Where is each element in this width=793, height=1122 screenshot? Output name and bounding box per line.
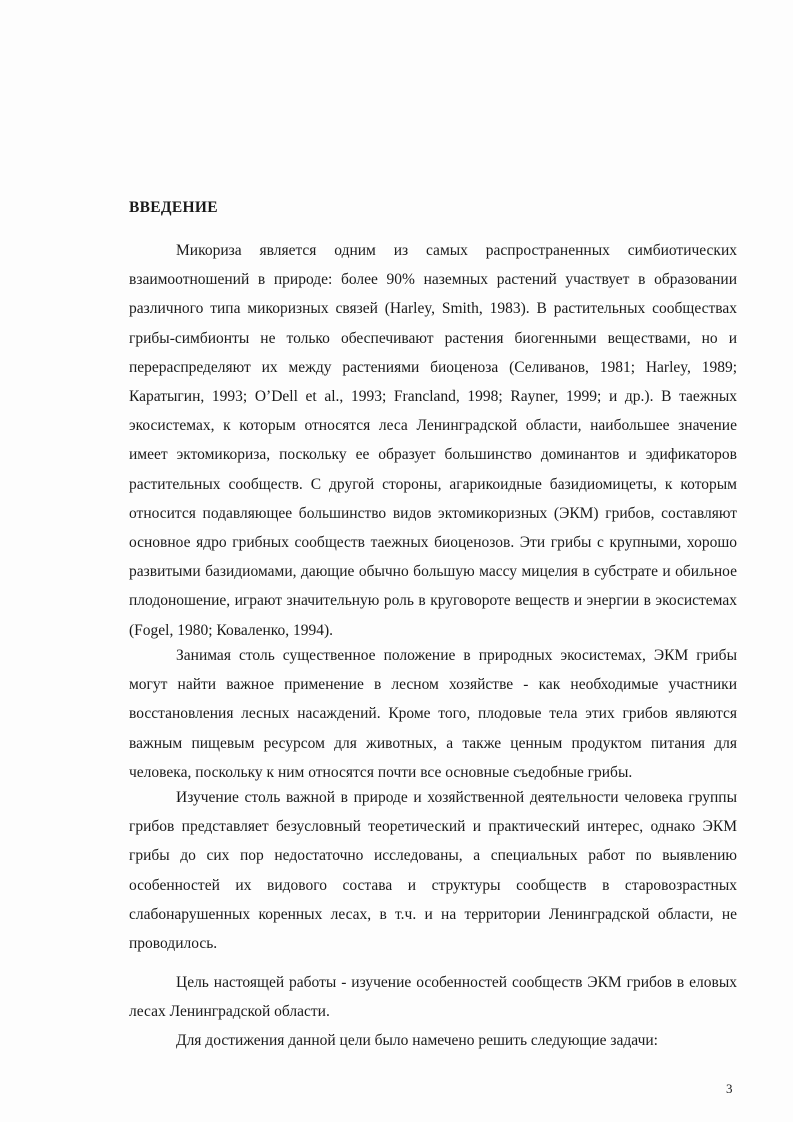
paragraph-goal: Цель настоящей работы - изучение особенностей сообществ ЭКМ грибов в еловых лесах Ленинградской области. (129, 974, 737, 1021)
paragraph-mycorrhiza-intro: Микориза является одним из самых распространенных симбиотических взаимоотношений в природе: более 90% наземных растений участвует в образовании различного типа микоризных связей (Harley, Smith, 1983). В растительных сообществах грибы-симбионты не только обеспечивают растения биогенными веществами, но и перераспределяют их между растениями биоценоза (Селиванов, 1981; Harley, 1989; Каратыгин, 1993; O’Dell et al., 1993; Francland, 1998; Rayner, 1999; и др.). В таежных экосистемах, к которым относятся леса Ленинградской области, наибольшее значение имеет эктомикориза, поскольку ее образует большинство доминантов и эдификаторов растительных сообществ. С другой стороны, агарикоидные базидиомицеты, к которым относится подавляющее большинство видов эктомикоризных (ЭКМ) грибов, составляют основное ядро грибных сообществ таежных биоценозов. Эти грибы с крупными, хорошо развитыми базидиомами, дающие обычно большую массу мицелия в субстрате и обильное плодоношение, играют значительную роль в круговороте веществ и энергии в экосистемах (Fogel, 1980; Коваленко, 1994). (129, 242, 737, 639)
section-heading: ВВЕДЕНИЕ (129, 199, 218, 216)
page-number: 3 (726, 1081, 733, 1096)
paragraph-research-gap: Изучение столь важной в природе и хозяйственной деятельности человека группы грибов представляет безусловный теоретический и практический интерес, однако ЭКМ грибы до сих пор недостаточно исследованы, а специальных работ по выявлению особенностей их видового состава и структуры сообществ в старовозрастных слабонарушенных коренных лесах, в т.ч. и на территории Ленинградской области, не проводилось. (129, 789, 737, 953)
paragraph-tasks-intro: Для достижения данной цели было намечено решить следующие задачи: (176, 1032, 658, 1049)
paragraph-ecm-importance: Занимая столь существенное положение в природных экосистемах, ЭКМ грибы могут найти важное применение в лесном хозяйстве - как необходимые участники восстановления лесных насаждений. Кроме того, плодовые тела этих грибов являются важным пищевым ресурсом для животных, а также ценным продуктом питания для человека, поскольку к ним относятся почти все основные съедобные грибы. (129, 647, 737, 781)
